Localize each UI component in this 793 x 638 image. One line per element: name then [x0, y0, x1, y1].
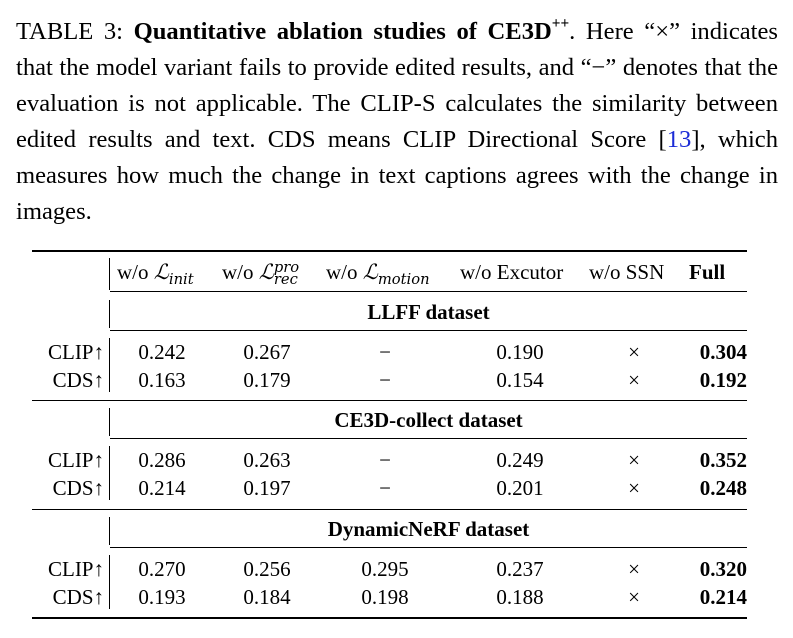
caption-text-2: ], which measures how much the change in text captions agrees with the change in images. [16, 126, 778, 225]
loss-symbol [362, 260, 430, 289]
vsep-header [109, 258, 110, 290]
table-cell-best: 0.304 [699, 340, 747, 364]
section-rule-2 [32, 509, 747, 510]
table-cell: × [628, 476, 640, 500]
table-cell: − [379, 340, 391, 364]
row-metric: CLIP↑ [47, 557, 104, 581]
table-cell: 0.179 [243, 368, 291, 392]
vsep-sec3-rows [109, 555, 110, 609]
row-metric: CDS↑ [52, 368, 104, 392]
caption-text-1: . Here “×” indicates that the model variant fails to provide edited results, and “−” denotes that the evaluation is not applicable. The CLIP-S calculates the similarity between edited results and text. CDS means CLIP Directional Score [ [16, 18, 778, 153]
vsep-sec1-rows [109, 338, 110, 392]
table-cell: × [628, 340, 640, 364]
table-cell: − [379, 368, 391, 392]
section-title: LLFF dataset [367, 300, 490, 324]
loss-symbol-char: ℒ [362, 260, 378, 284]
citation-link[interactable]: 13 [666, 126, 692, 153]
table-cell: 0.214 [138, 476, 186, 500]
col-header-wo-init [117, 259, 194, 293]
table-cell: 0.154 [496, 368, 544, 392]
col-header-wo-excutor: w/o Excutor [460, 260, 564, 284]
table-cell-best: 0.320 [699, 557, 747, 581]
loss-symbol [258, 258, 300, 288]
table-cell-best: 0.352 [699, 448, 747, 472]
section-title: CE3D-collect dataset [334, 408, 523, 432]
table-cell: − [379, 476, 391, 500]
table-bottom-rule [32, 617, 747, 619]
loss-subscript: rec [273, 270, 298, 288]
table-cell: × [628, 368, 640, 392]
col-header-prefix: w/o [222, 260, 259, 284]
col-header-wo-ssn: w/o SSN [589, 260, 665, 284]
row-metric: CDS↑ [52, 585, 104, 609]
section-title: DynamicNeRF dataset [327, 517, 530, 541]
loss-superscript: pro [273, 258, 300, 276]
table-cell: × [628, 585, 640, 609]
table-cell: 0.295 [361, 557, 409, 581]
table-cell: 0.242 [138, 340, 186, 364]
table-cell-best: 0.248 [699, 476, 747, 500]
table-cell: 0.201 [496, 476, 544, 500]
caption-title-text: Quantitative ablation studies of CE3D [133, 18, 552, 45]
loss-symbol-char: ℒ [153, 260, 169, 284]
row-metric: CLIP↑ [47, 340, 104, 364]
table-cell: × [628, 557, 640, 581]
table-top-rule [32, 250, 747, 252]
col-header-prefix: w/o [326, 260, 363, 284]
section-title-rule-1 [110, 330, 747, 331]
table-cell: 0.188 [496, 585, 544, 609]
table-cell: 0.267 [243, 340, 291, 364]
table-cell: 0.256 [243, 557, 291, 581]
table-cell-best: 0.192 [699, 368, 747, 392]
table-cell: 0.270 [138, 557, 186, 581]
section-title-rule-2 [110, 438, 747, 439]
loss-subscript: init [168, 271, 194, 289]
table-cell: 0.197 [243, 476, 291, 500]
table-caption [16, 14, 778, 230]
table-cell: × [628, 448, 640, 472]
caption-title [133, 14, 570, 45]
table-cell: 0.237 [496, 557, 544, 581]
loss-subscript: motion [377, 271, 430, 289]
table-cell: 0.263 [243, 448, 291, 472]
loss-symbol-char: ℒ [258, 260, 274, 284]
caption-title-sup: ++ [551, 14, 570, 32]
section-title-rule-3 [110, 547, 747, 548]
row-metric: CDS↑ [52, 476, 104, 500]
row-metric: CLIP↑ [47, 448, 104, 472]
col-header-wo-rec [222, 259, 299, 286]
table-cell: − [379, 448, 391, 472]
table-cell: 0.193 [138, 585, 186, 609]
table-cell: 0.190 [496, 340, 544, 364]
caption-label: TABLE 3: [16, 18, 134, 45]
table-cell: 0.184 [243, 585, 291, 609]
col-header-wo-motion [326, 259, 430, 293]
col-header-prefix: w/o [117, 260, 154, 284]
col-header-full: Full [689, 260, 726, 284]
loss-symbol [153, 260, 194, 289]
table-cell: 0.163 [138, 368, 186, 392]
vsep-sec2-rows [109, 446, 110, 500]
table-cell: 0.249 [496, 448, 544, 472]
section-rule-1 [32, 400, 747, 401]
table-cell: 0.286 [138, 448, 186, 472]
table-cell: 0.198 [361, 585, 409, 609]
table-cell-best: 0.214 [699, 585, 747, 609]
